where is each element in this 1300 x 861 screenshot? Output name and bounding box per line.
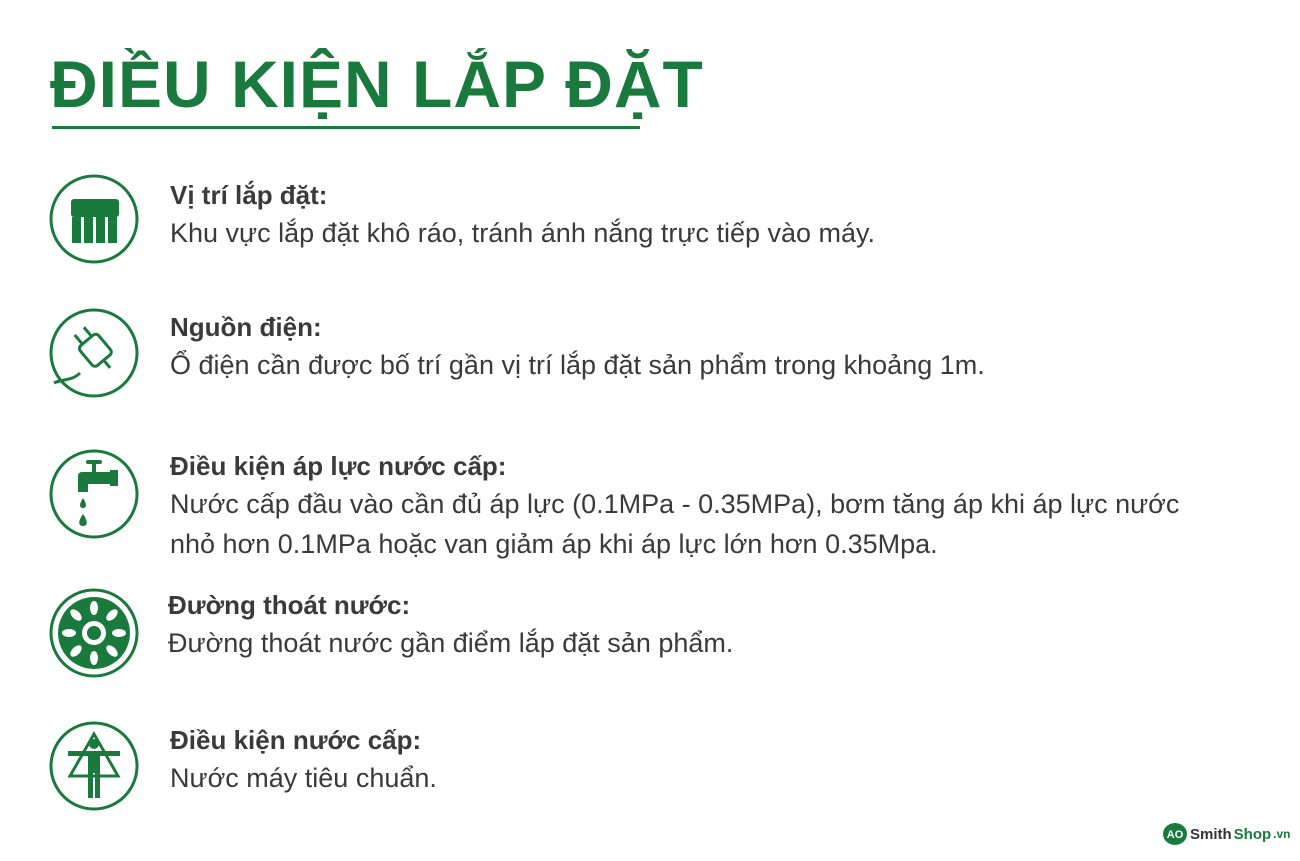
- item-description: Đường thoát nước gần điểm lắp đặt sản phẩm.: [168, 628, 734, 658]
- condition-item-location: [48, 173, 1268, 265]
- condition-item-power: [48, 307, 1268, 399]
- person-warning-icon: [48, 720, 140, 812]
- filter-cartridge-icon: [48, 173, 140, 265]
- logo-vn-text: .vn: [1273, 827, 1291, 841]
- svg-text:AO: AO: [1166, 829, 1184, 841]
- item-heading: Nguồn điện:: [170, 312, 322, 342]
- condition-item-pressure: [48, 448, 1268, 559]
- ao-logo-icon: [1162, 822, 1188, 846]
- condition-item-drain: [48, 587, 1268, 679]
- item-heading: Điều kiện áp lực nước cấp:: [170, 451, 507, 481]
- power-plug-icon: [48, 307, 140, 399]
- item-description: Khu vực lắp đặt khô ráo, tránh ánh nắng trực tiếp vào máy.: [170, 218, 876, 248]
- logo-shop-text: Shop: [1233, 825, 1272, 843]
- drain-icon: [48, 587, 140, 679]
- item-heading: Vị trí lắp đặt:: [170, 180, 328, 210]
- page-title: ĐIỀU KIỆN LẮP ĐẶT: [50, 47, 704, 121]
- item-description-line-2: nhỏ hơn 0.1MPa hoặc van giảm áp khi áp lực lớn hơn 0.35Mpa.: [170, 529, 938, 559]
- item-description-line-1: Nước cấp đầu vào cần đủ áp lực (0.1MPa - 0.35MPa), bơm tăng áp khi áp lực nước: [170, 489, 1180, 519]
- item-description: Nước máy tiêu chuẩn.: [170, 763, 437, 793]
- water-tap-icon: [48, 448, 140, 540]
- condition-item-water-supply: [48, 720, 1268, 812]
- brand-logo: [1162, 822, 1291, 846]
- item-description: Ổ điện cần được bố trí gần vị trí lắp đặt sản phẩm trong khoảng 1m.: [170, 350, 985, 380]
- logo-smith-text: Smith: [1190, 825, 1232, 843]
- title-underline: [52, 126, 640, 129]
- item-heading: Đường thoát nước:: [168, 590, 411, 620]
- item-heading: Điều kiện nước cấp:: [170, 725, 422, 755]
